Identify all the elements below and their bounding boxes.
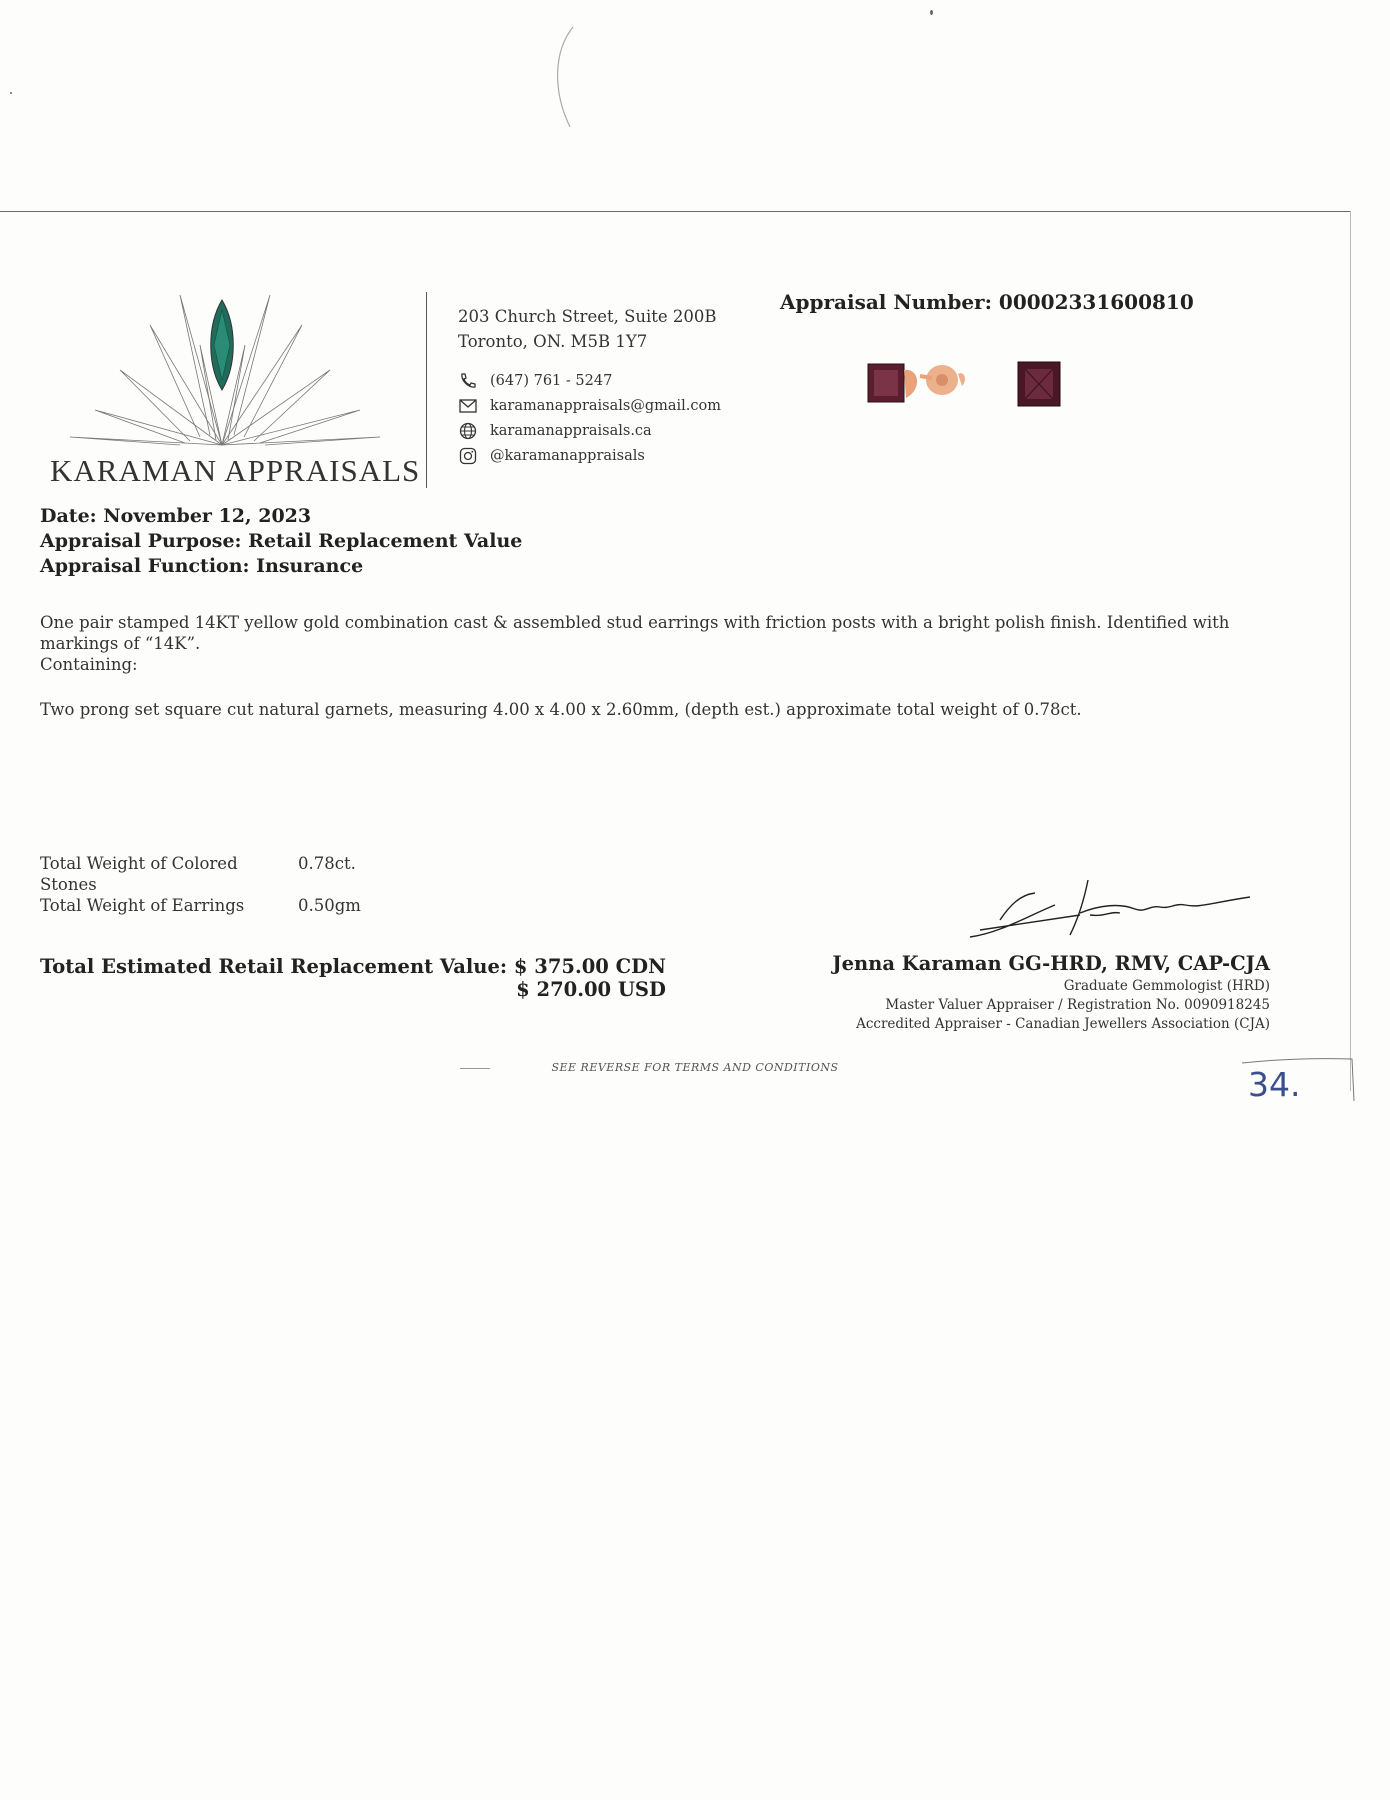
company-address <box>458 304 717 354</box>
contact-list <box>458 368 721 468</box>
fan-gem-icon <box>40 285 420 455</box>
terms-note: SEE REVERSE FOR TERMS AND CONDITIONS <box>551 1061 839 1074</box>
weight-value: 0.78ct. <box>298 854 356 873</box>
scan-top-edge <box>0 211 1350 212</box>
contact-instagram <box>458 443 721 468</box>
contact-phone-text: (647) 761 - 5247 <box>490 372 613 389</box>
phone-icon <box>458 371 478 391</box>
appraisal-number: Appraisal Number: 00002331600810 <box>780 290 1194 314</box>
address-line-1: 203 Church Street, Suite 200B <box>458 307 717 326</box>
contact-website-text: karamanappraisals.ca <box>490 422 652 439</box>
page-number-bracket <box>1240 1053 1360 1103</box>
contact-instagram-text: @karamanappraisals <box>490 447 645 464</box>
contact-website <box>458 418 721 443</box>
weight-label: Total Weight of Colored Stones <box>40 854 238 894</box>
item-description <box>40 612 1270 675</box>
signer-credential-1: Graduate Gemmologist (HRD) <box>1063 978 1270 994</box>
weights-summary <box>40 853 361 916</box>
weight-value: 0.50gm <box>298 896 361 915</box>
globe-icon <box>458 421 478 441</box>
mail-icon <box>458 396 478 416</box>
signature <box>960 875 1260 947</box>
scan-speck <box>10 92 12 94</box>
total-usd: $ 270.00 USD <box>516 978 666 1001</box>
containing-label: Containing: <box>40 655 138 674</box>
appraisal-function: Appraisal Function: Insurance <box>40 555 364 577</box>
total-label: Total Estimated Retail Replacement Value: <box>40 955 508 978</box>
scan-speck <box>930 10 933 15</box>
company-name: KARAMAN APPRAISALS <box>50 453 421 488</box>
weight-row-stones <box>40 853 361 895</box>
stones-description: Two prong set square cut natural garnets, measuring 4.00 x 4.00 x 2.60mm, (depth est.) approximate total weight of 0.78ct. <box>40 700 1082 719</box>
total-cdn: $ 375.00 CDN <box>513 955 666 978</box>
weight-row-earrings <box>40 895 361 916</box>
address-line-2: Toronto, ON. M5B 1Y7 <box>458 332 648 351</box>
contact-phone <box>458 368 721 393</box>
weight-label: Total Weight of Earrings <box>40 896 245 915</box>
signer-name: Jenna Karaman GG-HRD, RMV, CAP-CJA <box>832 952 1270 975</box>
signer-block <box>832 950 1270 1034</box>
contact-email <box>458 393 721 418</box>
total-value <box>40 955 666 1001</box>
appraisal-date: Date: November 12, 2023 <box>40 505 312 527</box>
handwritten-page-number: 34. <box>1248 1065 1301 1104</box>
appraisal-purpose: Appraisal Purpose: Retail Replacement Value <box>40 530 523 552</box>
instagram-icon <box>458 446 478 466</box>
signer-credential-3: Accredited Appraiser - Canadian Jewellers Association (CJA) <box>856 1016 1270 1032</box>
contact-email-text: karamanappraisals@gmail.com <box>490 397 721 414</box>
earrings-photo <box>860 350 1080 420</box>
header-divider <box>426 292 427 488</box>
signer-credential-2: Master Valuer Appraiser / Registration No. 0090918245 <box>885 997 1270 1013</box>
appraisal-meta <box>40 504 522 579</box>
description-text: One pair stamped 14KT yellow gold combination cast & assembled stud earrings with friction posts with a bright polish finish. Identified with markings of “14K”. <box>40 613 1230 653</box>
company-logo <box>40 285 420 490</box>
scan-right-edge <box>1350 211 1351 1091</box>
scan-mark <box>548 22 578 132</box>
